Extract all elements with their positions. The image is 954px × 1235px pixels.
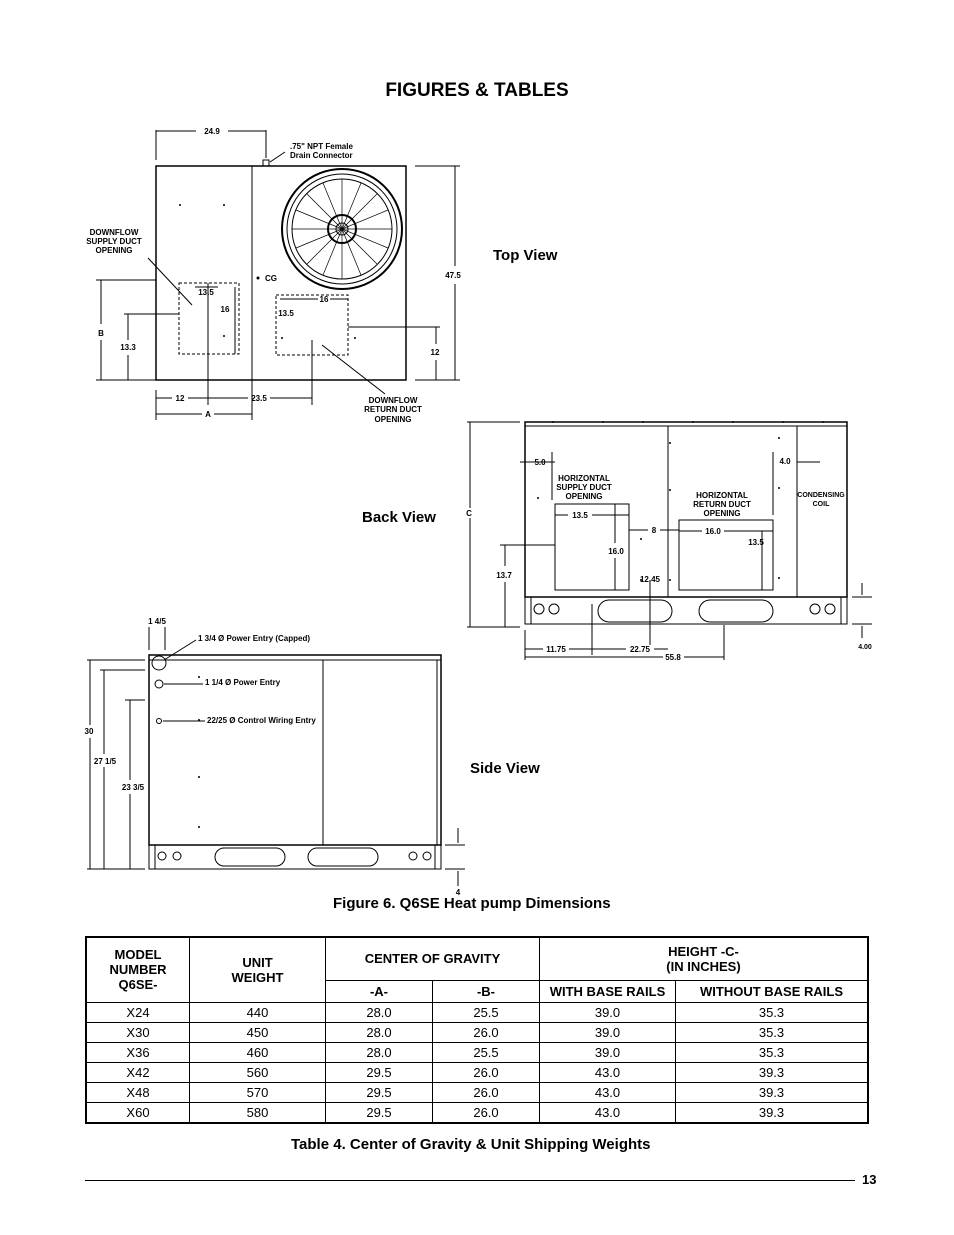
table-cell: 26.0 — [433, 1022, 540, 1042]
cog-weight-table — [85, 936, 869, 1124]
h-return-label-1: HORIZONTAL — [696, 491, 748, 500]
side-view-label: Side View — [470, 760, 540, 777]
top-dim-13-5b: 13.5 — [278, 309, 294, 318]
table-cell: 26.0 — [433, 1102, 540, 1123]
table-row — [86, 1102, 868, 1123]
table-caption: Table 4. Center of Gravity & Unit Shipping Weights — [291, 1136, 651, 1153]
header-a: -A- — [326, 980, 433, 1002]
table-cell: 460 — [190, 1042, 326, 1062]
top-dim-23-5: 23.5 — [251, 394, 267, 403]
control-wiring-label: 22/25 Ø Control Wiring Entry — [207, 716, 316, 725]
table-cell: 43.0 — [540, 1062, 676, 1082]
table-cell: X30 — [86, 1022, 190, 1042]
back-dim-c: C — [466, 509, 472, 518]
top-dim-b: B — [98, 329, 104, 338]
table-cell: 25.5 — [433, 1042, 540, 1062]
downflow-supply-label-1: DOWNFLOW — [89, 228, 139, 237]
table-cell: 580 — [190, 1102, 326, 1123]
table-cell: 28.0 — [326, 1042, 433, 1062]
table-row — [86, 1002, 868, 1022]
top-dim-12: 12 — [175, 394, 185, 403]
back-dim-13-7: 13.7 — [496, 571, 512, 580]
drain-label-1: .75" NPT Female — [290, 142, 353, 151]
table-row — [86, 1042, 868, 1062]
table-cell: 450 — [190, 1022, 326, 1042]
back-dim-55-8: 55.8 — [665, 653, 681, 662]
top-dim-47-5: 47.5 — [445, 271, 461, 280]
coil-label-1: CONDENSING — [797, 492, 845, 499]
table-cell: X48 — [86, 1082, 190, 1102]
cg-label: CG — [265, 274, 277, 283]
table-cell: 43.0 — [540, 1102, 676, 1123]
table-body — [86, 1002, 868, 1123]
back-dim-16-0a: 16.0 — [608, 547, 624, 556]
table-cell: 35.3 — [676, 1042, 869, 1062]
table-cell: 29.5 — [326, 1062, 433, 1082]
back-dim-13-5a: 13.5 — [572, 511, 588, 520]
power-entry-label: 1 1/4 Ø Power Entry — [205, 678, 281, 687]
table-row — [86, 1022, 868, 1042]
table-cell: 26.0 — [433, 1062, 540, 1082]
top-dim-13-5a: 13.5 — [198, 288, 214, 297]
h-supply-label-2: SUPPLY DUCT — [556, 483, 612, 492]
header-model: MODEL NUMBER Q6SE- — [86, 937, 190, 1002]
table-cell: 29.5 — [326, 1102, 433, 1123]
side-dim-30: 30 — [84, 727, 94, 736]
table-cell: X42 — [86, 1062, 190, 1082]
header-b: -B- — [433, 980, 540, 1002]
back-view-label: Back View — [362, 509, 436, 526]
table-cell: 35.3 — [676, 1022, 869, 1042]
page-number: 13 — [862, 1172, 877, 1187]
downflow-return-label-1: DOWNFLOW — [368, 396, 418, 405]
table-cell: 440 — [190, 1002, 326, 1022]
table-row — [86, 1082, 868, 1102]
top-dim-a: A — [205, 410, 211, 419]
table-cell: 39.0 — [540, 1002, 676, 1022]
downflow-return-label-3: OPENING — [374, 415, 412, 424]
table-cell: 39.3 — [676, 1102, 869, 1123]
header-cog: CENTER OF GRAVITY — [326, 937, 540, 980]
table-cell: 25.5 — [433, 1002, 540, 1022]
power-entry-capped-label: 1 3/4 Ø Power Entry (Capped) — [198, 634, 311, 643]
back-dim-4-0: 4.0 — [779, 457, 791, 466]
page-title: FIGURES & TABLES — [385, 80, 569, 101]
top-dim-16b: 16 — [319, 295, 329, 304]
back-dim-11-75: 11.75 — [546, 645, 566, 654]
back-dim-13-5b: 13.5 — [748, 538, 764, 547]
h-supply-label-3: OPENING — [565, 492, 603, 501]
coil-label-2: COIL — [812, 501, 830, 508]
h-return-label-3: OPENING — [703, 509, 741, 518]
table-cell: 26.0 — [433, 1082, 540, 1102]
side-dim-27-1-5: 27 1/5 — [93, 757, 117, 766]
table-cell: 35.3 — [676, 1002, 869, 1022]
header-with-base-rails: WITH BASE RAILS — [540, 980, 676, 1002]
table-cell: 28.0 — [326, 1022, 433, 1042]
table-cell: 28.0 — [326, 1002, 433, 1022]
downflow-supply-label-3: OPENING — [95, 246, 133, 255]
footer-rule — [85, 1180, 855, 1181]
header-weight: UNIT WEIGHT — [190, 937, 326, 1002]
header-without-base-rails: WITHOUT BASE RAILS — [676, 980, 869, 1002]
header-height: HEIGHT -C- (IN INCHES) — [540, 937, 869, 980]
table-row — [86, 1062, 868, 1082]
side-dim-4: 4 — [455, 888, 461, 897]
table-cell: 570 — [190, 1082, 326, 1102]
table-cell: X36 — [86, 1042, 190, 1062]
figure-caption: Figure 6. Q6SE Heat pump Dimensions — [333, 895, 611, 912]
table-cell: 29.5 — [326, 1082, 433, 1102]
back-dim-5-0: 5.0 — [534, 458, 546, 467]
top-view-label: Top View — [493, 247, 558, 264]
table-cell: X24 — [86, 1002, 190, 1022]
back-dim-8: 8 — [651, 526, 657, 535]
h-return-label-2: RETURN DUCT — [693, 500, 751, 509]
top-dim-16a: 16 — [220, 305, 230, 314]
table-cell: 39.3 — [676, 1082, 869, 1102]
drain-label-2: Drain Connector — [290, 151, 353, 160]
table-cell: 39.0 — [540, 1042, 676, 1062]
table-cell: 39.3 — [676, 1062, 869, 1082]
side-dim-23-3-5: 23 3/5 — [121, 783, 145, 792]
table-cell: X60 — [86, 1102, 190, 1123]
table-cell: 43.0 — [540, 1082, 676, 1102]
h-supply-label-1: HORIZONTAL — [558, 474, 610, 483]
table-cell: 39.0 — [540, 1022, 676, 1042]
top-dim-12-right: 12 — [430, 348, 440, 357]
table-cell: 560 — [190, 1062, 326, 1082]
downflow-supply-label-2: SUPPLY DUCT — [86, 237, 142, 246]
back-dim-16-0b: 16.0 — [705, 527, 721, 536]
top-width-dim: 24.9 — [204, 127, 220, 136]
top-dim-13-3: 13.3 — [120, 343, 136, 352]
downflow-return-label-2: RETURN DUCT — [364, 405, 422, 414]
back-dim-4-00: 4.00 — [858, 644, 872, 651]
back-dim-12-45: 12.45 — [639, 575, 661, 584]
back-dim-22-75: 22.75 — [629, 645, 651, 654]
side-dim-1-4-5: 1 4/5 — [148, 617, 166, 626]
